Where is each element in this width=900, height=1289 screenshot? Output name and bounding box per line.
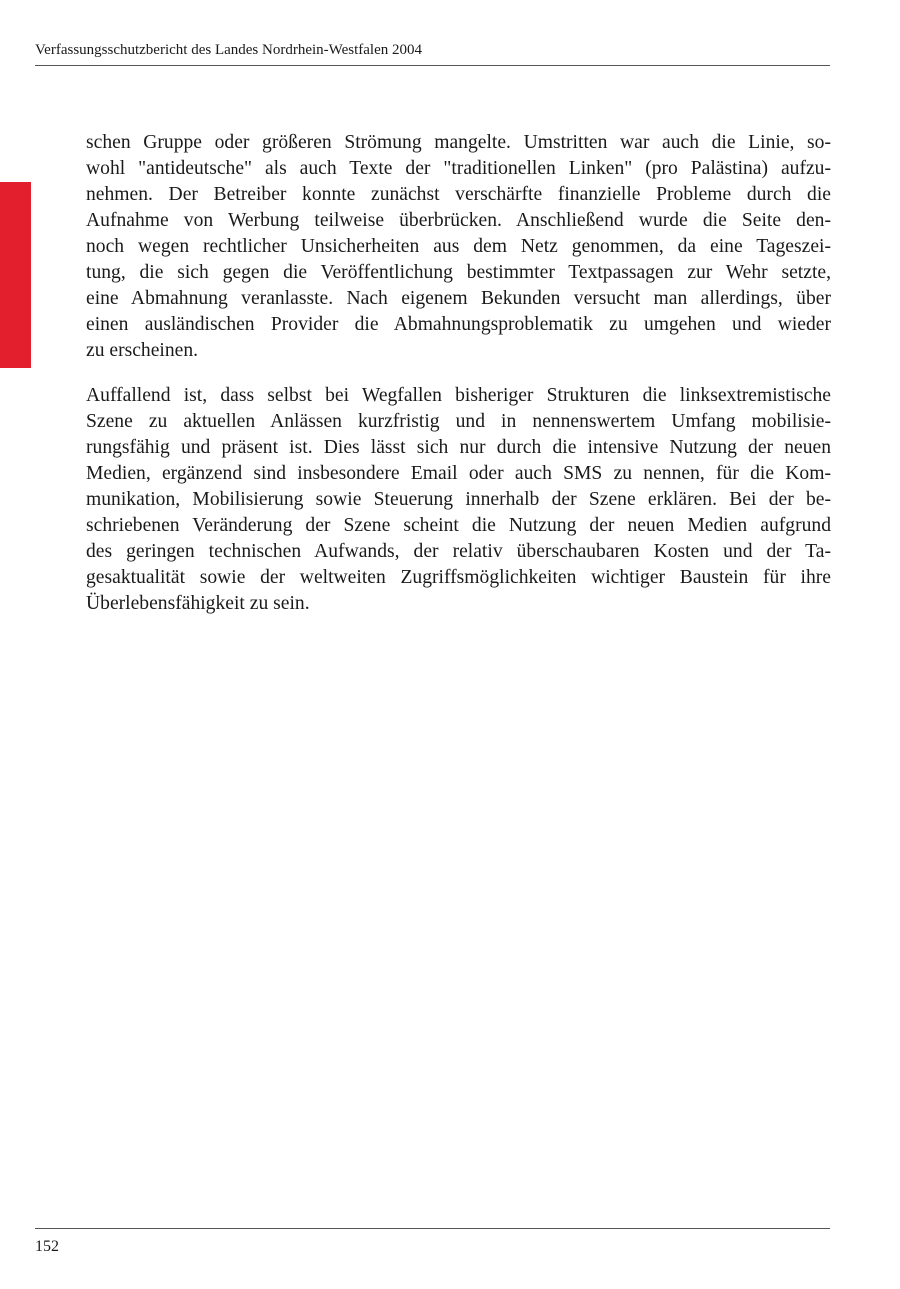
text-line: Medien, ergänzend sind insbesondere Email oder auch SMS zu nennen, für die Kom- — [86, 463, 831, 484]
text-line: gesaktualität sowie der weltweiten Zugriffsmöglichkeiten wichtiger Baustein für ihre — [86, 567, 831, 588]
body-text — [86, 130, 831, 617]
text-line: zu erscheinen. — [86, 340, 199, 361]
text-line: Auffallend ist, dass selbst bei Wegfallen bisheriger Strukturen die linksextremistische — [86, 385, 831, 406]
text-line: noch wegen rechtlicher Unsicherheiten aus dem Netz genommen, da eine Tageszei- — [86, 236, 831, 257]
text-line: munikation, Mobilisierung sowie Steuerung innerhalb der Szene erklären. Bei der be- — [86, 489, 831, 510]
text-line: rungsfähig und präsent ist. Dies lässt sich nur durch die intensive Nutzung der neuen — [86, 437, 831, 458]
section-marker — [0, 182, 31, 368]
text-line: wohl "antideutsche" als auch Texte der "traditionellen Linken" (pro Palästina) aufzu- — [86, 158, 831, 179]
running-header: Verfassungsschutzbericht des Landes Nordrhein-Westfalen 2004 — [35, 42, 423, 58]
page-number: 152 — [35, 1238, 59, 1255]
text-line: tung, die sich gegen die Veröffentlichung bestimmter Textpassagen zur Wehr setzte, — [86, 262, 831, 283]
footer-divider — [35, 1228, 830, 1229]
text-line: Überlebensfähigkeit zu sein. — [86, 593, 310, 614]
text-line: Szene zu aktuellen Anlässen kurzfristig und in nennenswertem Umfang mobilisie- — [86, 411, 831, 432]
text-line: nehmen. Der Betreiber konnte zunächst verschärfte finanzielle Probleme durch die — [86, 184, 831, 205]
paragraph-1 — [86, 130, 831, 364]
text-line: schriebenen Veränderung der Szene scheint die Nutzung der neuen Medien aufgrund — [86, 515, 831, 536]
text-line: eine Abmahnung veranlasste. Nach eigenem Bekunden versucht man allerdings, über — [86, 288, 831, 309]
text-line: Aufnahme von Werbung teilweise überbrücken. Anschließend wurde die Seite den- — [86, 210, 831, 231]
text-line: des geringen technischen Aufwands, der relativ überschaubaren Kosten und der Ta- — [86, 541, 831, 562]
text-line: schen Gruppe oder größeren Strömung mangelte. Umstritten war auch die Linie, so- — [86, 132, 831, 153]
header-divider — [35, 65, 830, 66]
text-line: einen ausländischen Provider die Abmahnungsproblematik zu umgehen und wieder — [86, 314, 831, 335]
paragraph-2 — [86, 383, 831, 617]
